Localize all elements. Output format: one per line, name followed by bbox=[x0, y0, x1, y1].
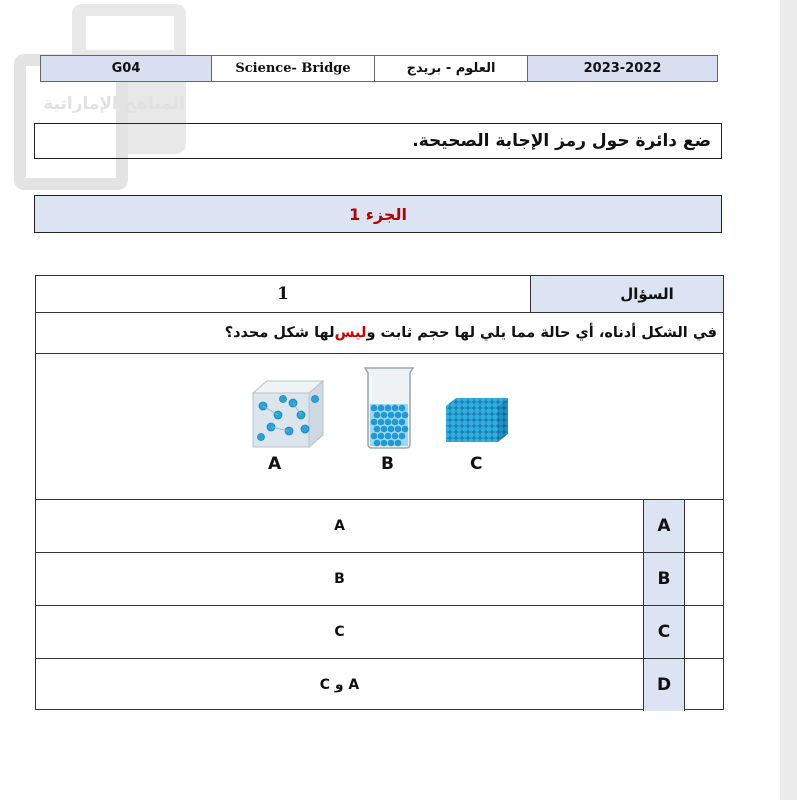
option-row-a[interactable] bbox=[36, 499, 723, 552]
gas-state-icon bbox=[249, 379, 327, 449]
header-table bbox=[40, 55, 718, 82]
option-text-a: A bbox=[334, 518, 345, 534]
option-text-b: B bbox=[334, 571, 345, 587]
figure-label-b: B bbox=[381, 454, 394, 474]
option-letter-b[interactable]: B bbox=[643, 553, 685, 605]
option-answer-cell-d[interactable] bbox=[685, 659, 723, 711]
subject-arabic: العلوم - بريدج bbox=[374, 56, 527, 81]
question-number: 1 bbox=[277, 284, 289, 304]
question-text-emphasis: ليس bbox=[334, 325, 367, 341]
option-answer-cell-b[interactable] bbox=[685, 553, 723, 605]
solid-state-icon bbox=[444, 396, 510, 446]
academic-year: 2023-2022 bbox=[527, 56, 717, 81]
figure-label-c: C bbox=[470, 454, 483, 474]
grade-code: G04 bbox=[41, 56, 211, 81]
question-text-a: في الشكل أدناه، أي حالة مما يلي لها حجم ثابت و bbox=[366, 325, 717, 341]
question-header-row bbox=[36, 276, 723, 313]
figure-row bbox=[36, 353, 723, 499]
part-heading bbox=[34, 195, 722, 233]
watermark-logo bbox=[14, 4, 186, 190]
option-row-d[interactable] bbox=[36, 658, 723, 711]
figure-label-a: A bbox=[268, 454, 282, 474]
option-letter-a[interactable]: A bbox=[643, 500, 685, 552]
option-letter-d[interactable]: D bbox=[643, 659, 685, 711]
option-row-c[interactable] bbox=[36, 605, 723, 658]
question-table bbox=[35, 275, 724, 710]
option-text-d: C و A bbox=[319, 677, 360, 693]
subject-english: Science- Bridge bbox=[211, 56, 374, 81]
question-text bbox=[36, 312, 723, 353]
part-label: الجزء 1 bbox=[349, 204, 407, 224]
option-row-b[interactable] bbox=[36, 552, 723, 605]
page-scrollbar[interactable] bbox=[780, 0, 797, 800]
watermark-logo-text: المناهج الإماراتية bbox=[43, 94, 185, 114]
instruction: ضع دائرة حول رمز الإجابة الصحيحة. bbox=[34, 123, 722, 159]
option-text-c: C bbox=[334, 624, 345, 640]
question-text-b: لها شكل محدد؟ bbox=[224, 325, 335, 341]
option-answer-cell-c[interactable] bbox=[685, 606, 723, 658]
liquid-state-icon bbox=[361, 364, 417, 449]
option-letter-c[interactable]: C bbox=[643, 606, 685, 658]
question-label: السؤال bbox=[530, 276, 723, 312]
option-answer-cell-a[interactable] bbox=[685, 500, 723, 552]
